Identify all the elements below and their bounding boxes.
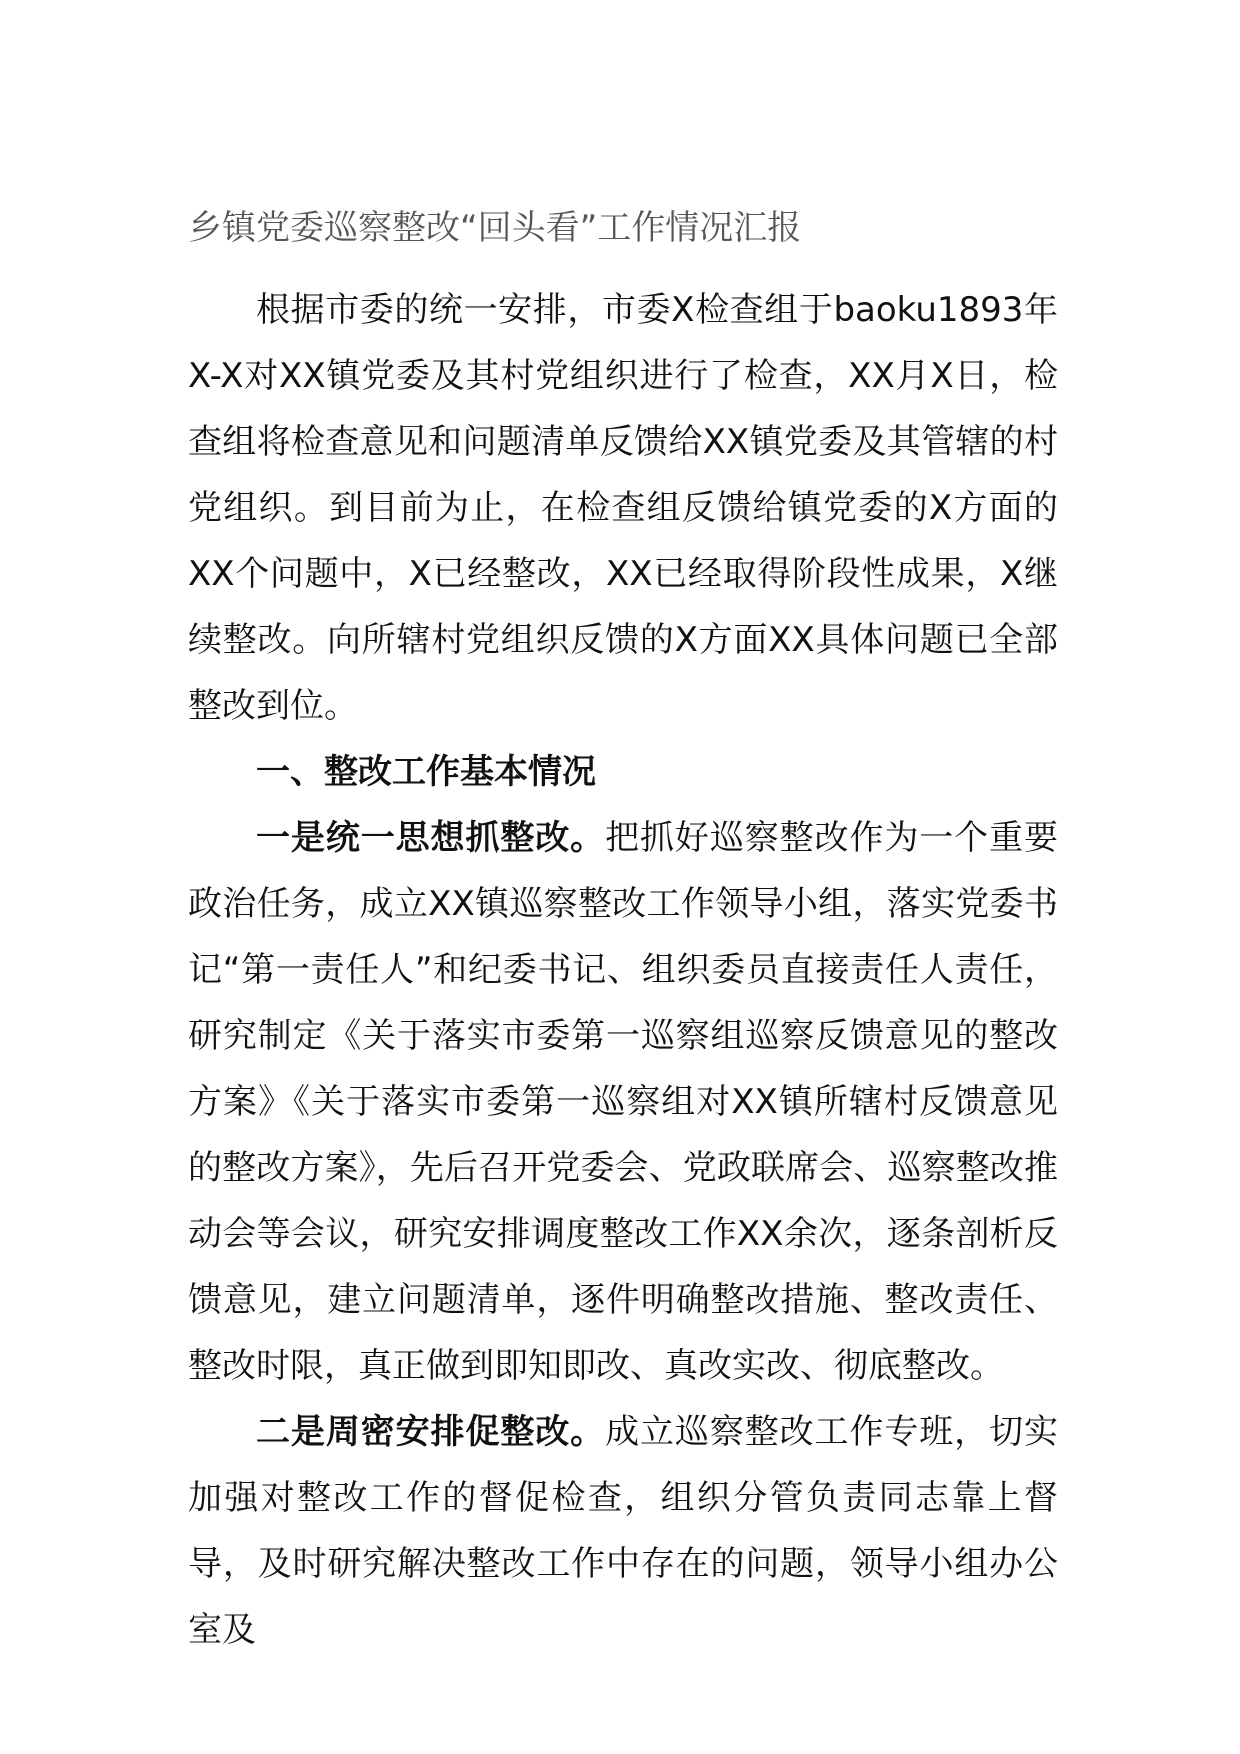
document-title: 乡镇党委巡察整改“回头看”工作情况汇报	[188, 208, 802, 248]
item-lead-2: 二是周密安排促整改。	[256, 1412, 606, 1452]
item-paragraph-2	[188, 1399, 1058, 1663]
item-lead-1: 一是统一思想抓整改。	[256, 818, 606, 858]
item-paragraph-1	[188, 805, 1058, 1399]
item-text-1: 把抓好巡察整改作为一个重要政治任务，成立XX镇巡察整改工作领导小组，落实党委书记“第一责任人”和纪委书记、组织委员直接责任人责任，研究制定《关于落实市委第一巡察组巡察反馈意见的整改方案》《关于落实市委第一巡察组对XX镇所辖村反馈意见的整改方案》，先后召开党委会、党政联席会、巡察整改推动会等会议，研究安排调度整改工作XX余次，逐条剖析反馈意见，建立问题清单，逐件明确整改措施、整改责任、整改时限，真正做到即知即改、真改实改、彻底整改。	[188, 818, 1059, 1386]
document-body	[188, 277, 1058, 1663]
item-text-2: 成立巡察整改工作专班，切实加强对整改工作的督促检查，组织分管负责同志靠上督导，及时研究解决整改工作中存在的问题，领导小组办公室及	[188, 1412, 1059, 1650]
intro-paragraph: 根据市委的统一安排，市委X检查组于baoku1893年X-X对XX镇党委及其村党组织进行了检查，XX月X日，检查组将检查意见和问题清单反馈给XX镇党委及其管辖的村党组织。到目前为止，在检查组反馈给镇党委的X方面的XX个问题中，X已经整改，XX已经取得阶段性成果，X继续整改。向所辖村党组织反馈的X方面XX具体问题已全部整改到位。	[188, 290, 1058, 726]
section-heading: 一、整改工作基本情况	[256, 752, 596, 792]
